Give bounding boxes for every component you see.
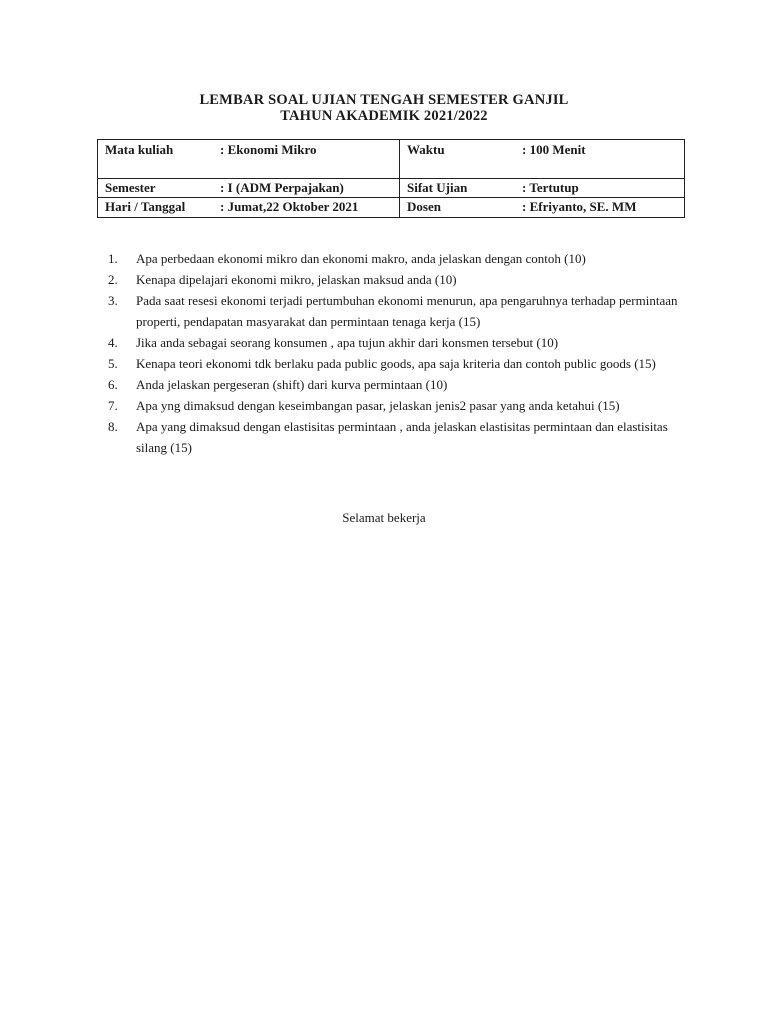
question-text: Apa yang dimaksud dengan elastisitas permintaan , anda jelaskan elastisitas permintaan dan elastisitas silang (15) [136, 419, 668, 455]
exam-type-label: Sifat Ujian [407, 180, 468, 195]
semester-cell [98, 179, 400, 198]
question-item [108, 332, 678, 353]
question-number: 5. [108, 356, 118, 371]
question-text: Apa yng dimaksud dengan keseimbangan pasar, jelaskan jenis2 pasar yang anda ketahui (15) [136, 398, 620, 413]
question-number: 8. [108, 419, 118, 434]
question-number: 6. [108, 377, 118, 392]
question-item [108, 290, 678, 332]
question-item [108, 353, 678, 374]
date-cell [98, 198, 400, 218]
question-number: 7. [108, 398, 118, 413]
lecturer-cell [400, 198, 685, 218]
question-number: 4. [108, 335, 118, 350]
semester-value: : I (ADM Perpajakan) [220, 180, 344, 195]
exam-type-cell [400, 179, 685, 198]
exam-info-table [97, 139, 685, 218]
semester-label: Semester [105, 180, 156, 195]
info-row-semester [98, 179, 685, 198]
question-text: Jika anda sebagai seorang konsumen , apa tujun akhir dari konsmen tersebut (10) [136, 335, 559, 350]
academic-year-title: TAHUN AKADEMIK 2021/2022 [280, 108, 488, 124]
question-text: Apa perbedaan ekonomi mikro dan ekonomi makro, anda jelaskan dengan contoh (10) [136, 251, 586, 266]
info-row-course [98, 140, 685, 179]
question-item [108, 416, 678, 458]
lecturer-label: Dosen [407, 199, 441, 214]
question-item [108, 248, 678, 269]
question-text: Pada saat resesi ekonomi terjadi pertumbuhan ekonomi menurun, apa pengaruhnya terhadap permintaan properti, pendapatan masyarakat dan permintaan tenaga kerja (15) [136, 293, 678, 329]
question-item [108, 269, 678, 290]
question-text: Anda jelaskan pergeseran (shift) dari kurva permintaan (10) [136, 377, 448, 392]
course-value: : Ekonomi Mikro [220, 142, 317, 157]
question-item [108, 374, 678, 395]
closing-text: Selamat bekerja [342, 510, 426, 525]
course-label: Mata kuliah [105, 142, 174, 157]
course-cell [98, 140, 400, 179]
document-title: LEMBAR SOAL UJIAN TENGAH SEMESTER GANJIL [199, 92, 569, 108]
date-label: Hari / Tanggal [105, 199, 186, 214]
question-text: Kenapa teori ekonomi tdk berlaku pada public goods, apa saja kriteria dan contoh public goods (15) [136, 356, 656, 371]
time-value: : 100 Menit [522, 142, 586, 157]
exam-type-value: : Tertutup [522, 180, 579, 195]
question-list [108, 248, 678, 458]
question-number: 1. [108, 251, 118, 266]
info-row-date [98, 198, 685, 218]
question-number: 3. [108, 293, 118, 308]
question-item [108, 395, 678, 416]
question-number: 2. [108, 272, 118, 287]
time-label: Waktu [407, 142, 445, 157]
question-text: Kenapa dipelajari ekonomi mikro, jelaskan maksud anda (10) [136, 272, 457, 287]
lecturer-value: : Efriyanto, SE. MM [522, 199, 637, 214]
time-cell [400, 140, 685, 179]
date-value: : Jumat,22 Oktober 2021 [220, 199, 359, 214]
